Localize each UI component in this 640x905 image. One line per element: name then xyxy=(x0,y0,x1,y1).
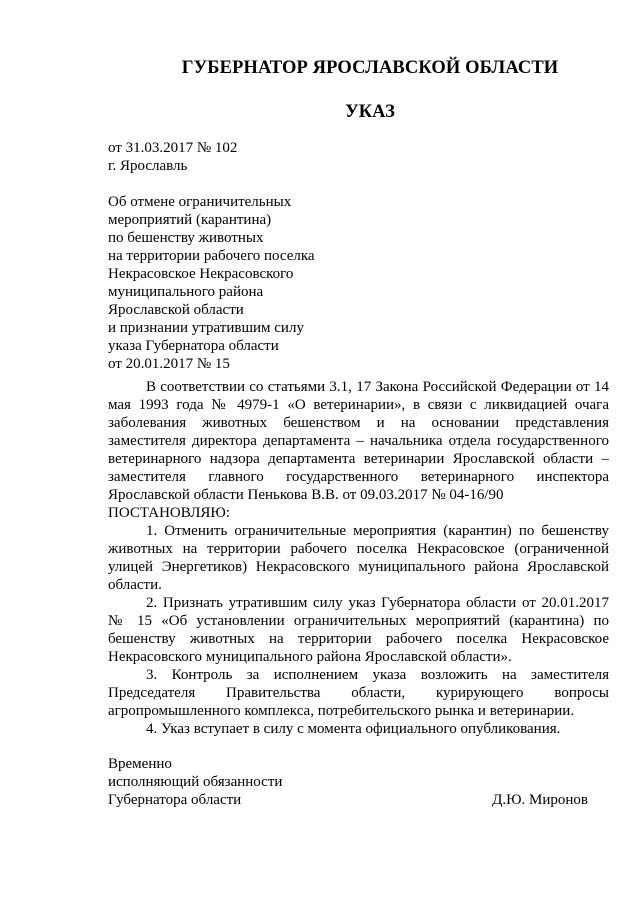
signature-position-line3: Губернатора области xyxy=(108,792,242,808)
city: г. Ярославль xyxy=(108,158,188,174)
signatory-name: Д.Ю. Миронов xyxy=(492,792,588,808)
decree-item-2: 2. Признать утратившим силу указ Губернатора области от 20.01.2017 № 15 «Об установлении ограничительных мероприятий (карантина) по бешенству животных на территории рабочего поселка Некрасовское Некрасовского муниципального района Ярославской области». xyxy=(108,595,609,665)
subject-line: Об отмене ограничительных xyxy=(108,194,292,210)
document-header-title: ГУБЕРНАТОР ЯРОСЛАВСКОЙ ОБЛАСТИ xyxy=(181,58,559,78)
subject-line: муниципального района xyxy=(108,284,264,300)
subject-line: на территории рабочего поселка xyxy=(108,248,315,264)
decree-item-3: 3. Контроль за исполнением указа возложить на заместителя Председателя Правительства области, курирующего вопросы агропромышленного комплекса, потребительского рынка и ветеринарии. xyxy=(108,667,609,719)
decree-item-1: 1. Отменить ограничительные мероприятия (карантин) по бешенству животных на территории рабочего поселка Некрасовское (ограниченной улицей Энергетиков) Некрасовского муниципального района Ярославской области. xyxy=(108,523,609,593)
document-body xyxy=(108,378,609,738)
signature-block xyxy=(108,755,588,809)
decree-word: ПОСТАНОВЛЯЮ: xyxy=(108,505,230,521)
decree-item-4: 4. Указ вступает в силу с момента официального опубликования. xyxy=(146,721,561,737)
document-meta xyxy=(108,139,237,175)
date-number: от 31.03.2017 № 102 xyxy=(108,140,238,156)
subject-line: Некрасовское Некрасовского xyxy=(108,266,294,282)
signature-position-line2: исполняющий обязанности xyxy=(108,774,283,790)
document-subject xyxy=(108,193,315,373)
subject-line: указа Губернатора области xyxy=(108,338,279,354)
preamble-paragraph: В соответствии со статьями 3.1, 17 Закона Российской Федерации от 14 мая 1993 года № 4979-1 «О ветеринарии», в связи с ликвидацией очага заболевания животных бешенством и на основании представления заместителя директора департамента – начальника отдела государственного ветеринарного надзора департамента ветеринарии Ярославской области – заместителя главного государственного ветеринарного инспектора Ярославской области Пенькова В.В. от 09.03.2017 № 04-16/90 xyxy=(108,379,609,503)
subject-line: и признании утратившим силу xyxy=(108,320,304,336)
signature-position-line1: Временно xyxy=(108,756,172,772)
subject-line: мероприятий (карантина) xyxy=(108,212,272,228)
subject-line: по бешенству животных xyxy=(108,230,264,246)
document-type: УКАЗ xyxy=(345,102,395,122)
subject-line: от 20.01.2017 № 15 xyxy=(108,356,230,372)
subject-line: Ярославской области xyxy=(108,302,244,318)
